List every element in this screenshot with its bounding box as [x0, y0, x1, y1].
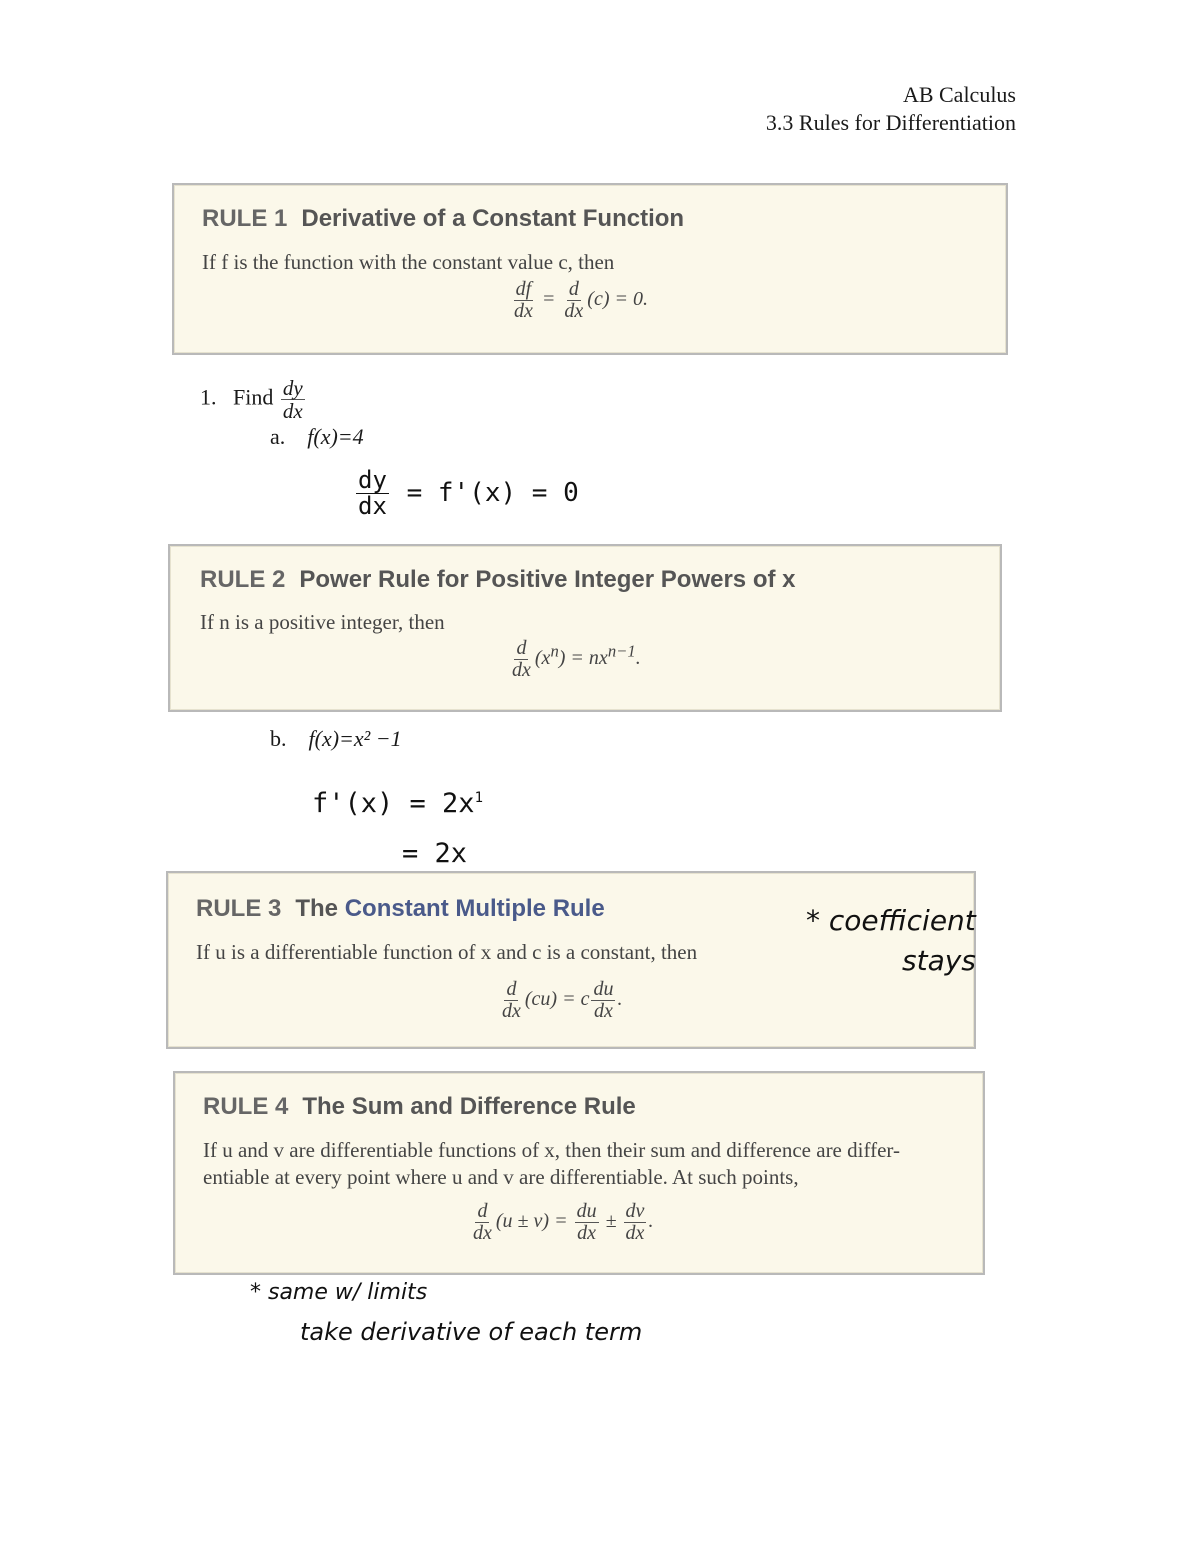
rule-1-box: [172, 183, 1008, 355]
rule-4-box: [173, 1071, 985, 1275]
rule-2-formula: $\frac{d}{dx}$ $(x^n) = nx^{n-1}$.: [512, 637, 641, 681]
rule-3-statement: If u is a differentiable function of x and c is a constant, then: [196, 940, 698, 964]
rule-1-statement: If f is the function with the constant value c, then: [202, 250, 615, 274]
rule-1-name: Derivative of a Constant Function: [301, 205, 685, 232]
rule-4-number: RULE 4: [203, 1093, 289, 1120]
answer-b-line-1: [312, 788, 483, 819]
rule-1-number: RULE 1: [202, 205, 288, 232]
rule-3-name: Constant Multiple Rule: [344, 895, 605, 922]
rule-2-box: [168, 544, 1002, 712]
answer-b-exponent: 1: [474, 790, 483, 806]
rule-3-box: [166, 871, 976, 1049]
rule-1-title: [202, 205, 684, 233]
rule-2-name: Power Rule for Positive Integer Powers of x: [299, 566, 796, 593]
rule-2-title: [200, 566, 795, 594]
rule-3-formula: $\frac{d}{dx}$ (cu) = c $\frac{du}{dx}$ .: [502, 978, 623, 1022]
problem-number: 1.: [200, 384, 217, 410]
problem-1: [200, 377, 307, 422]
answer-b-line-2: = 2x: [402, 838, 468, 869]
rule-2-statement: If n is a positive integer, then: [200, 610, 445, 634]
section-title: 3.3 Rules for Differentiation: [765, 110, 1016, 135]
course-title: AB Calculus: [902, 82, 1016, 107]
note-rule-3-line-2: stays: [902, 944, 976, 977]
note-rule-4-line-1: * same w/ limits: [250, 1280, 428, 1305]
rule-2-number: RULE 2: [200, 566, 286, 593]
answer-a: $\frac{dy}{dx}$ = f'(x) = 0: [358, 466, 579, 521]
note-rule-3-line-1: * coefficient: [806, 904, 976, 937]
rule-3-title-prefix: The: [295, 895, 339, 922]
rule-4-title: [203, 1093, 636, 1121]
rule-4-statement-line-2: entiable at every point where u and v are differentiable. At such points,: [203, 1165, 799, 1189]
dy-dx-fraction: $\frac{dy}{dx}$: [282, 376, 303, 424]
rule-3-number: RULE 3: [196, 895, 282, 922]
answer-b-line-1-text: f'(x) = 2x: [312, 788, 475, 819]
rule-4-name: The Sum and Difference Rule: [302, 1093, 636, 1120]
part-a-label: a.: [270, 424, 286, 449]
problem-prompt: Find: [233, 384, 274, 410]
part-b-label: b.: [270, 726, 287, 751]
part-b: [270, 726, 402, 752]
part-b-expr: f(x)=x² −1: [308, 726, 402, 751]
rule-3-title: [196, 895, 605, 923]
rule-4-formula: $\frac{d}{dx}$ (u ± v) = $\frac{du}{dx}$ ± $\frac{dv}{dx}$ .: [473, 1200, 654, 1244]
answer-a-text: = f'(x) = 0: [406, 478, 579, 509]
note-rule-4-line-2: take derivative of each term: [300, 1318, 643, 1346]
rule-1-formula: $\frac{df}{dx}$ = $\frac{d}{dx}$ (c) = 0.: [514, 278, 648, 322]
rule-4-statement-line-1: If u and v are differentiable functions of x, then their sum and difference are differ-: [203, 1138, 900, 1162]
part-a-expr: f(x)=4: [307, 424, 364, 449]
part-a: [270, 424, 364, 450]
